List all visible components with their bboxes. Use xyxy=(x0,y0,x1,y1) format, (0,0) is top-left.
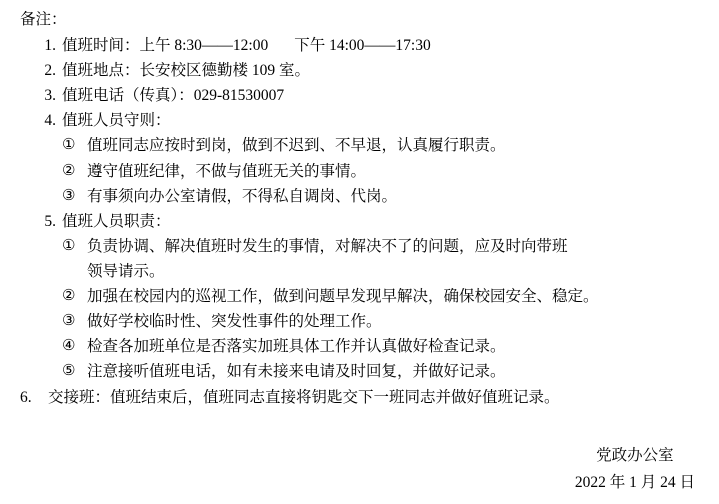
sublist-item-text: 注意接听值班电话，如有未接来电请及时回复，并做好记录。 xyxy=(87,363,506,381)
list-item xyxy=(20,58,705,83)
list-item-text: 值班地点：长安校区德勤楼 109 室。 xyxy=(62,62,311,80)
sublist-item-text: 遵守值班纪律，不做与值班无关的事情。 xyxy=(87,162,367,180)
document-date: 2022 年 1 月 24 日 xyxy=(574,473,695,491)
list-marker: 2. xyxy=(44,62,56,80)
duty-time-part2: 下午 14:00——17:30 xyxy=(294,37,431,55)
list-item xyxy=(20,33,705,58)
sublist-item-text: 做好学校临时性、突发性事件的处理工作。 xyxy=(87,313,382,331)
sublist-marker: ④ xyxy=(62,338,76,355)
sublist-item-text: 负责协调、解决值班时发生的事情，对解决不了的问题，应及时向带班 xyxy=(87,237,568,255)
list-marker: 6. xyxy=(20,388,32,406)
sublist-item xyxy=(62,159,705,184)
sublist-item-text: 有事须向办公室请假，不得私自调岗、代岗。 xyxy=(87,187,398,205)
sublist-marker: ② xyxy=(62,162,76,179)
list-marker: 4. xyxy=(44,112,56,130)
list-item-text: 值班电话（传真）：029-81530007 xyxy=(62,87,285,105)
sublist-marker: ① xyxy=(62,137,76,154)
department-name: 党政办公室 xyxy=(596,447,674,465)
sublist-item xyxy=(62,284,705,309)
sublist-item xyxy=(62,234,705,284)
list-marker: 1. xyxy=(44,37,56,55)
sublist-item xyxy=(62,359,705,384)
sublist-item-text-line2: 领导请示。 xyxy=(87,263,165,280)
list-item xyxy=(20,385,705,410)
note-label: 备注： xyxy=(20,11,67,28)
list-item-text: 交接班：值班结束后，值班同志直接将钥匙交下一班同志并做好值班记录。 xyxy=(48,388,560,406)
sublist-marker: ② xyxy=(62,288,76,305)
sublist-item-text: 值班同志应按时到岗，做到不迟到、不早退，认真履行职责。 xyxy=(87,137,506,155)
notes-list xyxy=(20,33,705,410)
list-item-text: 值班人员职责： xyxy=(62,212,171,230)
list-item xyxy=(20,108,705,208)
sublist-marker: ③ xyxy=(62,313,76,330)
sublist-item-text: 加强在校园内的巡视工作，做到问题早发现早解决，确保校园安全、稳定。 xyxy=(87,288,599,306)
sublist xyxy=(62,234,705,385)
list-item xyxy=(20,83,705,108)
list-marker: 5. xyxy=(44,212,56,230)
list-item-text xyxy=(62,33,705,58)
list-item-text: 值班人员守则： xyxy=(62,112,171,130)
sublist xyxy=(62,133,705,208)
signature-block xyxy=(575,443,695,496)
sublist-item xyxy=(62,334,705,359)
sublist-marker: ③ xyxy=(62,187,76,204)
list-item xyxy=(20,209,705,385)
sublist-item xyxy=(62,184,705,209)
sublist-marker: ⑤ xyxy=(62,363,76,380)
list-marker: 3. xyxy=(44,87,56,105)
sublist-item xyxy=(62,309,705,334)
sublist-item xyxy=(62,133,705,158)
duty-time-part1: 值班时间：上午 8:30——12:00 xyxy=(62,37,269,55)
sublist-marker: ① xyxy=(62,237,76,254)
sublist-item-text: 检查各加班单位是否落实加班具体工作并认真做好检查记录。 xyxy=(87,338,506,356)
